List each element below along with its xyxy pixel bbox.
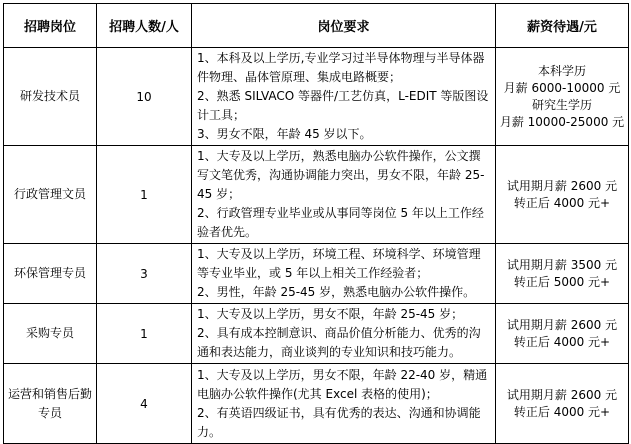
requirement-line: 2、熟悉 SILVACO 等器件/工艺仿真，L-EDIT 等版图设计工具； xyxy=(197,89,489,122)
salary-line: 试用期月薪 2600 元 xyxy=(506,317,618,332)
requirements-cell xyxy=(192,364,496,444)
salary-line: 转正后 4000 元+ xyxy=(513,195,611,210)
count-cell: 3 xyxy=(97,244,192,304)
salary-cell xyxy=(496,304,629,364)
count-cell: 10 xyxy=(97,48,192,146)
salary-line: 月薪 6000-10000 元 xyxy=(503,80,621,95)
salary-line: 试用期月薪 2600 元 xyxy=(506,387,618,402)
requirement-line: 1、大专及以上学历，男女不限，年龄 22-40 岁，精通电脑办公软件操作(尤其 Excel 表格的使用)； xyxy=(197,367,488,401)
salary-line: 试用期月薪 2600 元 xyxy=(506,178,618,193)
salary-line: 本科学历 xyxy=(537,63,586,78)
salary-cell xyxy=(496,364,629,444)
requirement-line: 2、行政管理专业毕业或从事同等岗位 5 年以上工作经验者优先。 xyxy=(197,206,484,239)
salary-line: 转正后 4000 元+ xyxy=(513,404,611,419)
header-salary: 薪资待遇/元 xyxy=(496,4,629,48)
table-row xyxy=(4,48,629,146)
requirement-line: 1、大专及以上学历，男女不限，年龄 25-45 岁； xyxy=(197,307,464,321)
salary-cell xyxy=(496,146,629,244)
requirement-line: 2、具有成本控制意识、商品价值分析能力、优秀的沟通和表达能力，商业谈判的专业知识和技巧能力。 xyxy=(197,326,481,359)
requirement-line: 2、男性，年龄 25-45 岁，熟悉电脑办公软件操作。 xyxy=(197,285,476,299)
requirements-cell xyxy=(192,244,496,304)
requirements-cell xyxy=(192,48,496,146)
table-row xyxy=(4,244,629,304)
count-cell: 1 xyxy=(97,304,192,364)
requirements-cell xyxy=(192,304,496,364)
position-cell: 采购专员 xyxy=(4,304,97,364)
salary-line: 月薪 10000-25000 元 xyxy=(499,114,625,129)
position-cell: 运营和销售后勤专员 xyxy=(4,364,97,444)
table-row xyxy=(4,304,629,364)
position-cell: 行政管理文员 xyxy=(4,146,97,244)
salary-line: 转正后 4000 元+ xyxy=(513,334,611,349)
salary-cell xyxy=(496,244,629,304)
requirements-cell xyxy=(192,146,496,244)
requirement-line: 1、大专及以上学历，环境工程、环境科学、环境管理等专业毕业，或 5 年以上相关工作经验者； xyxy=(197,247,481,280)
requirement-line: 1、大专及以上学历，熟悉电脑办公软件操作，公文撰写文笔优秀，沟通协调能力突出，男女不限，年龄 25-45 岁； xyxy=(197,149,485,201)
header-position: 招聘岗位 xyxy=(4,4,97,48)
position-cell: 研发技术员 xyxy=(4,48,97,146)
salary-line: 研究生学历 xyxy=(531,97,592,112)
count-cell: 4 xyxy=(97,364,192,444)
table-row xyxy=(4,146,629,244)
count-cell: 1 xyxy=(97,146,192,244)
salary-line: 试用期月薪 3500 元 xyxy=(506,257,618,272)
recruitment-table xyxy=(3,3,629,444)
position-cell: 环保管理专员 xyxy=(4,244,97,304)
salary-cell xyxy=(496,48,629,146)
requirement-line: 1、本科及以上学历,专业学习过半导体物理与半导体器件物理、晶体管原理、集成电路概要； xyxy=(197,51,485,84)
header-row xyxy=(4,4,629,48)
requirement-line: 2、有英语四级证书，具有优秀的表达、沟通和协调能力。 xyxy=(197,405,481,439)
header-requirements: 岗位要求 xyxy=(192,4,496,48)
requirement-line: 3、男女不限，年龄 45 岁以下。 xyxy=(197,127,372,141)
header-count: 招聘人数/人 xyxy=(97,4,192,48)
table-row xyxy=(4,364,629,444)
salary-line: 转正后 5000 元+ xyxy=(513,274,611,289)
